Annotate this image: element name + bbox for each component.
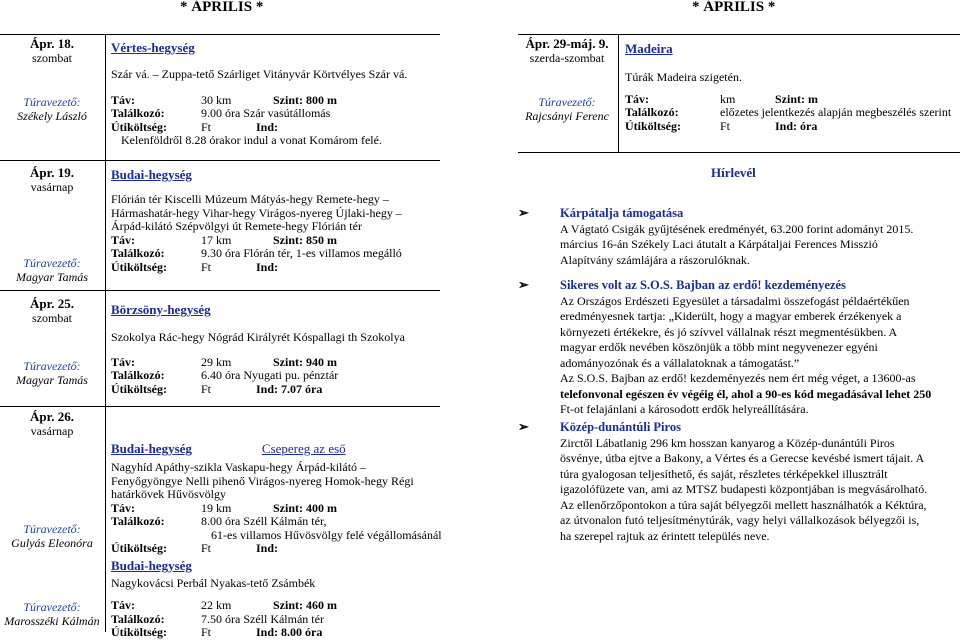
newsletter-text: Zirctől Lábatlanig 296 km hosszan kanyarog a Közép-dunántúli Piros: [560, 435, 895, 450]
event-note: Kelenföldről 8.28 órakor indul a vonat Komárom felé.: [121, 133, 382, 147]
event-title: Budai-hegység: [111, 167, 192, 182]
event-details: [111, 167, 441, 274]
indulas: Ind: 8.00 óra: [256, 625, 323, 639]
tav-value: km: [720, 91, 736, 106]
utikoltseg-value: Ft: [201, 541, 212, 555]
newsletter-text: eredményesnek tartja: „Kiderült, hogy a magyar emberek érzékenyek a: [560, 309, 902, 323]
month-header-right: * ÁPRILIS *: [692, 0, 776, 15]
utikoltseg-label: Útiköltség:: [111, 625, 167, 639]
event-route: Szár vá. – Zuppa-tető Szárliget Vitányvár Körtvélyes Szár vá.: [111, 67, 408, 81]
utikoltseg-value: Ft: [201, 625, 212, 639]
talalkozo-label: Találkozó:: [111, 246, 165, 260]
newsletter-text: A Vágtató Csigák gyűjtésének eredményét, 63.200 forint adományt 2015.: [560, 221, 914, 236]
guide-name: Rajcsányi Ferenc: [525, 109, 609, 123]
szint-value: Szint: 400 m: [273, 500, 337, 515]
talalkozo-value: 9.00 óra Szár vasútállomás: [201, 106, 331, 120]
tav-value: 17 km: [201, 232, 232, 247]
utikoltseg-value: Ft: [720, 118, 731, 133]
event-date-block: [518, 37, 616, 123]
event-route: Flórián tér Kiscelli Múzeum Mátyás-hegy Remete-hegy –: [111, 192, 389, 206]
szint-value: Szint: 940 m: [273, 354, 337, 369]
utikoltseg-label: Útiköltség:: [111, 119, 167, 134]
event-subtitle: Csepereg az eső: [261, 441, 346, 456]
indulas: Ind: 7.07 óra: [256, 381, 323, 396]
tav-value: 29 km: [201, 354, 232, 369]
guide-label: Túravezető:: [23, 600, 81, 614]
utikoltseg-label: Útiköltség:: [111, 381, 167, 396]
tav-value: 19 km: [201, 500, 232, 515]
tav-label: Táv:: [111, 500, 135, 515]
tav-label: Táv:: [111, 92, 135, 107]
event-date: Ápr. 26.: [30, 409, 74, 424]
talalkozo-label: Találkozó:: [111, 368, 165, 382]
newsletter-text: Az Országos Erdészeti Egyesület a társadalmi összefogást példaértékűen: [560, 293, 910, 308]
event-date-block: [0, 297, 104, 387]
event-details: [625, 41, 960, 133]
event-details: [111, 302, 441, 396]
talalkozo-value: 7.50 óra Széll Kálmán tér: [201, 611, 324, 626]
tav-label: Táv:: [625, 91, 649, 106]
event-day: szerda-szombat: [529, 51, 605, 65]
guide-name: Székely László: [17, 109, 87, 123]
event-date: Ápr. 29-máj. 9.: [525, 36, 609, 51]
talalkozo-label: Találkozó:: [111, 611, 165, 626]
newsletter-text: az útvonalon futó teljesítménytúrák, vagy helyi vállalkozások bélyegzői is,: [560, 513, 920, 527]
guide-label: Túravezető:: [538, 95, 596, 109]
utikoltseg-label: Útiköltség:: [625, 118, 681, 133]
guide-label: Túravezető:: [23, 256, 81, 270]
talalkozo-value: 8.00 óra Széll Kálmán tér,: [201, 514, 327, 528]
event-day: vasárnap: [30, 424, 74, 438]
utikoltseg-value: Ft: [201, 381, 212, 396]
event-title: Budai-hegység: [111, 441, 192, 456]
szint-value: Szint: 800 m: [273, 92, 337, 107]
guide-name: Marosszéki Kálmán: [4, 614, 100, 628]
newsletter-item: [560, 278, 955, 418]
tav-label: Táv:: [111, 598, 135, 612]
event-route: határkövek Hűvösvölgy: [111, 487, 226, 501]
divider: [0, 160, 440, 161]
event-details: [111, 441, 441, 640]
event-route: Nagykovácsi Perbál Nyakas-tető Zsámbék: [111, 575, 316, 590]
bullet-arrow-icon: ➢: [518, 277, 529, 292]
event-route: Nagyhíd Apáthy-szikla Vaskapu-hegy Árpád-kilátó –: [111, 460, 367, 474]
month-header-left: * ÁPRILIS *: [180, 0, 264, 15]
guide-label: Túravezető:: [23, 95, 81, 109]
event-date-block: [0, 410, 104, 628]
newsletter-text: igazolófüzete van, ami az MTSZ budapesti központjában is megvásárolható.: [560, 482, 928, 496]
event-route: Fenyőgyöngye Nelli pihenő Virágos-nyereg Homok-hegy Régi: [111, 473, 414, 488]
event-title: Börzsöny-hegység: [111, 302, 211, 317]
guide-label: Túravezető:: [23, 359, 81, 373]
newsletter-text: ha szerepel rajtuk az érintett település neve.: [560, 528, 770, 543]
newsletter-text: Alapítvány számlájára a rászorulóknak.: [560, 252, 750, 267]
tav-label: Táv:: [111, 354, 135, 369]
indulas: Ind: óra: [775, 118, 818, 133]
event-route: Árpád-kilátó Szépvölgyi út Remete-hegy Flórián tér: [111, 219, 362, 233]
newsletter-item: [560, 206, 955, 268]
tav-label: Táv:: [111, 232, 135, 247]
event-date: Ápr. 25.: [30, 296, 74, 311]
indulas: Ind:: [256, 119, 279, 134]
utikoltseg-value: Ft: [201, 259, 212, 274]
newsletter-item: [560, 420, 955, 544]
talalkozo-label: Találkozó:: [111, 514, 165, 528]
newsletter-text: Az ellenőrzőpontokon a túra saját bélyegzői mellett használhatók a Kéktúra,: [560, 497, 927, 512]
newsletter-text: március 16-án Székely Laci átutalt a Kárpátaljai Ferences Missziό: [560, 237, 878, 251]
guide-name: Magyar Tamás: [16, 373, 88, 387]
divider: [0, 290, 440, 291]
szint-value: Szint: 460 m: [273, 598, 337, 612]
newsletter-heading: Közép-dunántúli Piros: [560, 420, 681, 434]
talalkozo-value: előzetes jelentkezés alapján megbeszélés szerint: [720, 105, 952, 119]
tav-value: 30 km: [201, 92, 232, 107]
talalkozo-value: 9.30 óra Flórán tér, 1-es villamos megálló: [201, 246, 402, 260]
szint-value: Szint: m: [775, 91, 818, 106]
talalkozo-label: Találkozó:: [625, 105, 679, 119]
divider: [518, 34, 960, 35]
event-date: Ápr. 19.: [30, 165, 74, 180]
divider: [0, 34, 440, 35]
event-title: Madeira: [625, 41, 673, 56]
bullet-arrow-icon: ➢: [518, 205, 529, 220]
newsletter-title: Hírlevél: [711, 165, 756, 180]
event-day: szombat: [32, 311, 72, 325]
utikoltseg-value: Ft: [201, 119, 212, 134]
indulas: Ind:: [256, 541, 279, 555]
event-route: Hármashatár-hegy Vihar-hegy Virágos-nyereg Újlaki-hegy –: [111, 205, 402, 220]
newsletter-heading: Sikeres volt az S.O.S. Bajban az erdő! kezdeményezés: [560, 278, 846, 292]
event-date-block: [0, 166, 104, 284]
szint-value: Szint: 850 m: [273, 232, 337, 247]
divider: [518, 152, 960, 153]
newsletter-text: Ft-ot felajánlani a károsodott erdők helyreállítására.: [560, 402, 809, 416]
event-day: vasárnap: [30, 180, 74, 194]
guide-label: Túravezető:: [23, 522, 81, 536]
newsletter-text: környezeti értékekre, és jó szívvel vállalnak részt megmentésükben. A: [560, 324, 898, 339]
talalkozo-label: Találkozó:: [111, 106, 165, 120]
indulas: Ind:: [256, 259, 279, 274]
newsletter-text: adományozónak és a vállalatoknak a támogatást.”: [560, 355, 800, 370]
newsletter-text: magyar erdők nevében köszönjük a több mint negyvenezer egyéni: [560, 340, 878, 354]
newsletter-text: ösvénye, útba ejtve a Bakony, a Vértes és a Gerecse kevésbé ismert tájait. A: [560, 451, 925, 465]
divider: [0, 406, 440, 407]
utikoltseg-label: Útiköltség:: [111, 259, 167, 274]
utikoltseg-label: Útiköltség:: [111, 541, 167, 555]
newsletter-text: túra gyalogosan teljesíthető, és saját, részletes térképekkel illusztrált: [560, 466, 888, 481]
event-day: szombat: [32, 51, 72, 65]
column-divider-left: [105, 35, 106, 632]
event-route: Szokolya Rác-hegy Nógrád Királyrét Kóspallagi th Szokolya: [111, 330, 405, 344]
tav-value: 22 km: [201, 598, 232, 612]
newsletter-text: Az S.O.S. Bajban az erdő! kezdeményezés nem ért még véget, a 13600-as: [560, 371, 916, 385]
column-divider-right: [618, 35, 619, 153]
event-details: [111, 40, 441, 148]
talalkozo-value: 61-es villamos Hűvösvölgy felé végállomásánál: [211, 527, 442, 542]
newsletter-text: telefonvonal egészen év végéig él, ahol a 90-es kód megadásával lehet 250: [560, 386, 932, 401]
talalkozo-value: 6.40 óra Nyugati pu. pénztár: [201, 368, 339, 382]
bullet-arrow-icon: ➢: [518, 419, 529, 434]
newsletter-heading: Kárpátalja támogatása: [560, 206, 684, 220]
event-title: Budai-hegység: [111, 557, 192, 573]
event-title: Vértes-hegység: [111, 40, 195, 55]
event-date: Ápr. 18.: [30, 36, 74, 51]
event-date-block: [0, 37, 104, 123]
guide-name: Magyar Tamás: [16, 270, 88, 284]
event-description: Túrák Madeira szigetén.: [625, 70, 742, 84]
guide-name: Gulyás Eleonóra: [11, 536, 93, 550]
